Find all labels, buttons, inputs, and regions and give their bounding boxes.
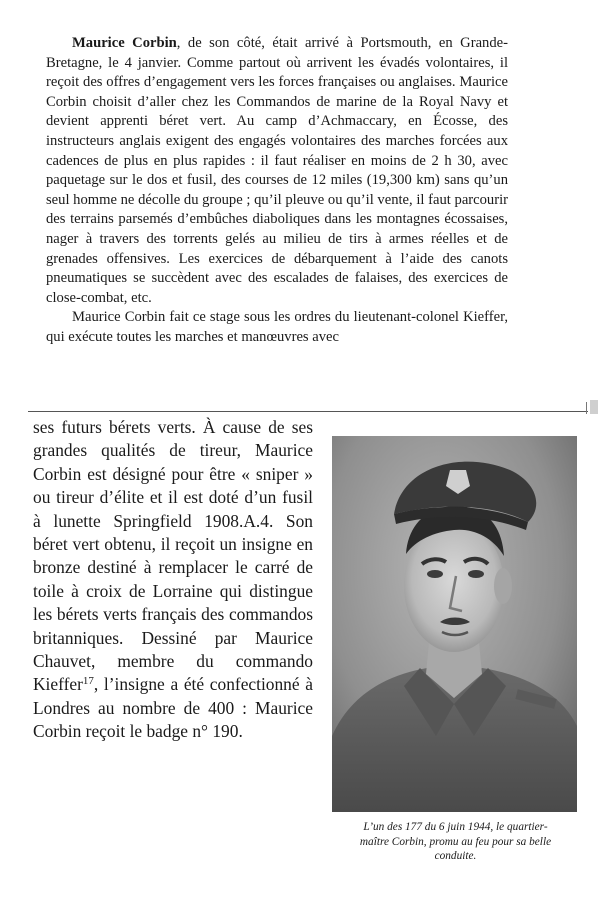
caption-line-1: L’un des 177 du 6 juin 1944, le quartier- xyxy=(363,821,548,833)
divider-end-mark xyxy=(586,402,587,414)
eye-right xyxy=(468,570,484,578)
continuation-paragraph xyxy=(33,416,313,744)
paragraph-1-text: , de son côté, était arrivé à Portsmouth, en Grande-Bretagne, le 4 janvier. Comme partout où arrivent les évadés volontaires, il reçoit des offres d’engagement vers les forces françaises ou anglaises. Maurice Corbin choisit d’aller chez les Commandos de marine de la Royal Navy et devient apprenti béret vert. Au camp d’Achmaccary, en Écosse, des instructeurs anglais exigent des engagés volontaires des marches forcées aux cadences de plus en plus rapides : il faut réaliser en moins de 2 h 30, avec paquetage sur le dos et fusil, des courses de 12 miles (19,300 km) sans qu’un seul homme ne décolle du groupe ; qu’il pleuve ou qu’il vente, il faut parcourir des terrains parsemés d’embûches diaboliques dans les montagnes écossaises, nager à travers des torrents gelés au milieu de tirs à armes réelles et de grenades offensives. Les exercices de débarquement à l’aide des canots pneumatiques se succèdent avec des escalades de falaises, des exercices de close-combat, etc. xyxy=(46,35,508,306)
paragraph-1 xyxy=(46,34,508,308)
continuation-text-a: ses futurs bérets verts. À cause de ses grandes qualités de tireur, Maurice Corbin est désigné pour être « sniper » ou tireur d’élite et il est doté d’un fusil à lunette Springfield 1908.A.4. Son béret vert obtenu, il reçoit un insigne en bronze destiné à remplacer le carré de toile à croix de Lorraine qui distingue les bérets verts français des commandos britanniques. Dessiné par Maurice Chauvet, membre du commando Kieffer xyxy=(33,417,313,695)
paragraph-2: Maurice Corbin fait ce stage sous les ordres du lieutenant-colonel Kieffer, qui exécute toutes les marches et manœuvres avec xyxy=(46,309,508,345)
caption-line-3: conduite. xyxy=(434,850,477,863)
page-divider xyxy=(28,411,588,412)
footnote-ref: 17 xyxy=(82,675,94,688)
eye-left xyxy=(427,570,443,578)
ear xyxy=(494,568,512,604)
name-lead: Maurice Corbin xyxy=(72,35,177,51)
photo-caption xyxy=(334,820,577,864)
top-text-block xyxy=(46,34,508,348)
portrait-photo xyxy=(332,436,577,812)
continuation-text-b: , l’insigne a été confectionné à Londres au nombre de 400 : Maurice Corbin reçoit le badge n° 190. xyxy=(33,674,313,742)
continuation-text-block xyxy=(33,416,313,744)
portrait-illustration xyxy=(332,436,577,812)
caption-line-2: maître Corbin, promu au feu pour sa belle xyxy=(359,835,552,848)
scan-edge-mark xyxy=(590,400,598,414)
